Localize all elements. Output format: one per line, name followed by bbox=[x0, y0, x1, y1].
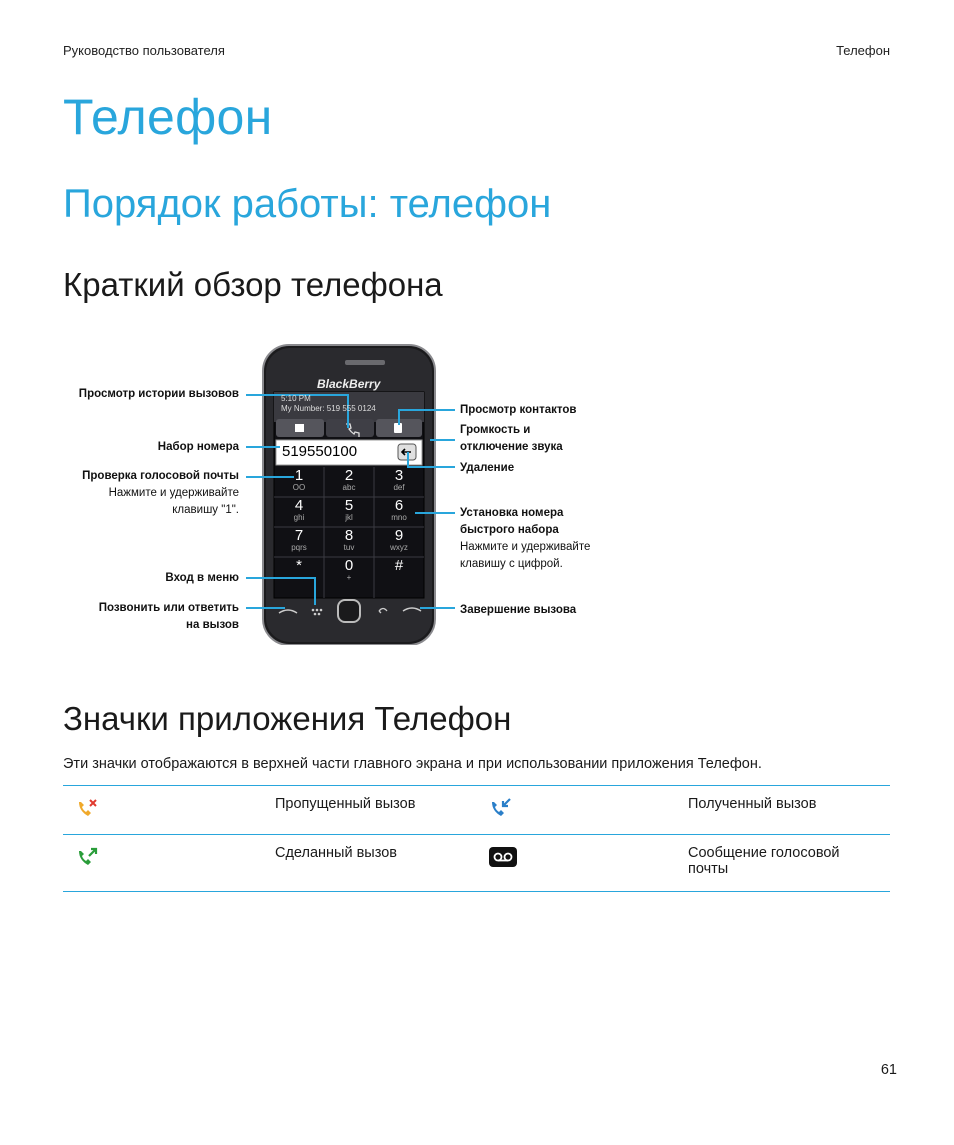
table-row bbox=[63, 786, 890, 835]
phone-key-digit: * bbox=[296, 557, 302, 574]
phone-key[interactable] bbox=[279, 529, 319, 553]
phone-key-digit: 8 bbox=[344, 527, 354, 544]
missed-call-label: Пропущенный вызов bbox=[275, 796, 416, 812]
phone-key-digit: 7 bbox=[294, 527, 304, 544]
icons-heading: Значки приложения Телефон bbox=[63, 700, 512, 737]
voicemail-icon bbox=[488, 845, 518, 869]
phone-key[interactable] bbox=[329, 559, 369, 583]
callout-call-answer: Позвонить или ответить на вызов bbox=[98, 602, 239, 631]
phone-key-letters: def bbox=[393, 483, 405, 492]
phone-key-letters: mno bbox=[391, 513, 407, 522]
icons-intro: Эти значки отображаются в верхней части главного экрана и при использовании приложения Телефон. bbox=[63, 756, 762, 772]
phone-key[interactable] bbox=[329, 529, 369, 553]
callout-menu: Вход в меню bbox=[165, 572, 239, 584]
phone-dial-input[interactable]: 519550100 bbox=[282, 443, 358, 460]
phone-key[interactable] bbox=[279, 499, 319, 523]
callout-speed-dial: Установка номера быстрого набора Нажмите и удерживайте клавишу с цифрой. bbox=[460, 507, 591, 570]
phone-key-digit: 1 bbox=[294, 467, 304, 484]
placed-call-icon bbox=[75, 845, 101, 871]
received-call-label: Полученный вызов bbox=[688, 796, 817, 812]
phone-key-digit: # bbox=[394, 557, 404, 574]
phone-key-letters: pqrs bbox=[291, 543, 307, 552]
phone-key-digit: 4 bbox=[294, 497, 304, 514]
phone-time: 5:10 PM bbox=[281, 394, 311, 403]
table-row bbox=[63, 835, 890, 892]
overview-heading: Краткий обзор телефона bbox=[63, 266, 443, 303]
phone-key-letters: + bbox=[346, 573, 352, 582]
running-header-left: Руководство пользователя bbox=[63, 43, 225, 58]
phone-brand-logo: BlackBerry bbox=[317, 377, 381, 391]
phone-key[interactable] bbox=[279, 559, 319, 573]
placed-call-label: Сделанный вызов bbox=[275, 845, 397, 861]
phone-key-digit: 0 bbox=[344, 557, 354, 574]
phone-key-digit: 5 bbox=[344, 497, 354, 514]
phone-key[interactable] bbox=[329, 469, 369, 493]
phone-key-letters: abc bbox=[342, 483, 356, 492]
phone-key-letters: tuv bbox=[343, 543, 355, 552]
phone-key-digit: 2 bbox=[344, 467, 354, 484]
phone-key-digit: 9 bbox=[394, 527, 404, 544]
icons-table bbox=[63, 785, 890, 892]
page-title: Телефон bbox=[63, 89, 273, 145]
callout-contacts: Просмотр контактов bbox=[460, 404, 577, 416]
callout-voicemail: Проверка голосовой почты Нажмите и удерживайте клавишу "1". bbox=[82, 470, 239, 516]
callout-dial-number: Набор номера bbox=[157, 441, 239, 453]
running-header-right: Телефон bbox=[836, 43, 890, 58]
phone-my-number: My Number: 519 555 0124 bbox=[281, 404, 376, 413]
phone-key-letters: ОО bbox=[292, 483, 306, 492]
callout-call-history: Просмотр истории вызовов bbox=[78, 388, 239, 400]
phone-key[interactable] bbox=[379, 499, 419, 523]
voicemail-label: Сообщение голосовой почты bbox=[688, 845, 840, 877]
phone-overview-figure bbox=[63, 340, 623, 645]
callout-volume: Громкость и отключение звука bbox=[460, 424, 563, 453]
phone-key[interactable] bbox=[279, 469, 319, 493]
callout-delete: Удаление bbox=[460, 462, 515, 474]
missed-call-icon bbox=[75, 796, 101, 822]
page-number: 61 bbox=[880, 1062, 897, 1078]
phone-key-letters: wxyz bbox=[390, 543, 408, 552]
section-title: Порядок работы: телефон bbox=[63, 182, 552, 226]
phone-key-letters: jkl bbox=[345, 513, 353, 522]
phone-key[interactable] bbox=[329, 499, 369, 523]
phone-key[interactable] bbox=[379, 469, 419, 493]
callout-end-call: Завершение вызова bbox=[460, 604, 577, 616]
phone-key-digit: 3 bbox=[394, 467, 404, 484]
phone-key[interactable] bbox=[379, 529, 419, 553]
phone-key[interactable] bbox=[379, 559, 419, 573]
phone-key-letters: ghi bbox=[293, 513, 305, 522]
received-call-icon bbox=[488, 796, 514, 822]
phone-key-digit: 6 bbox=[394, 497, 404, 514]
